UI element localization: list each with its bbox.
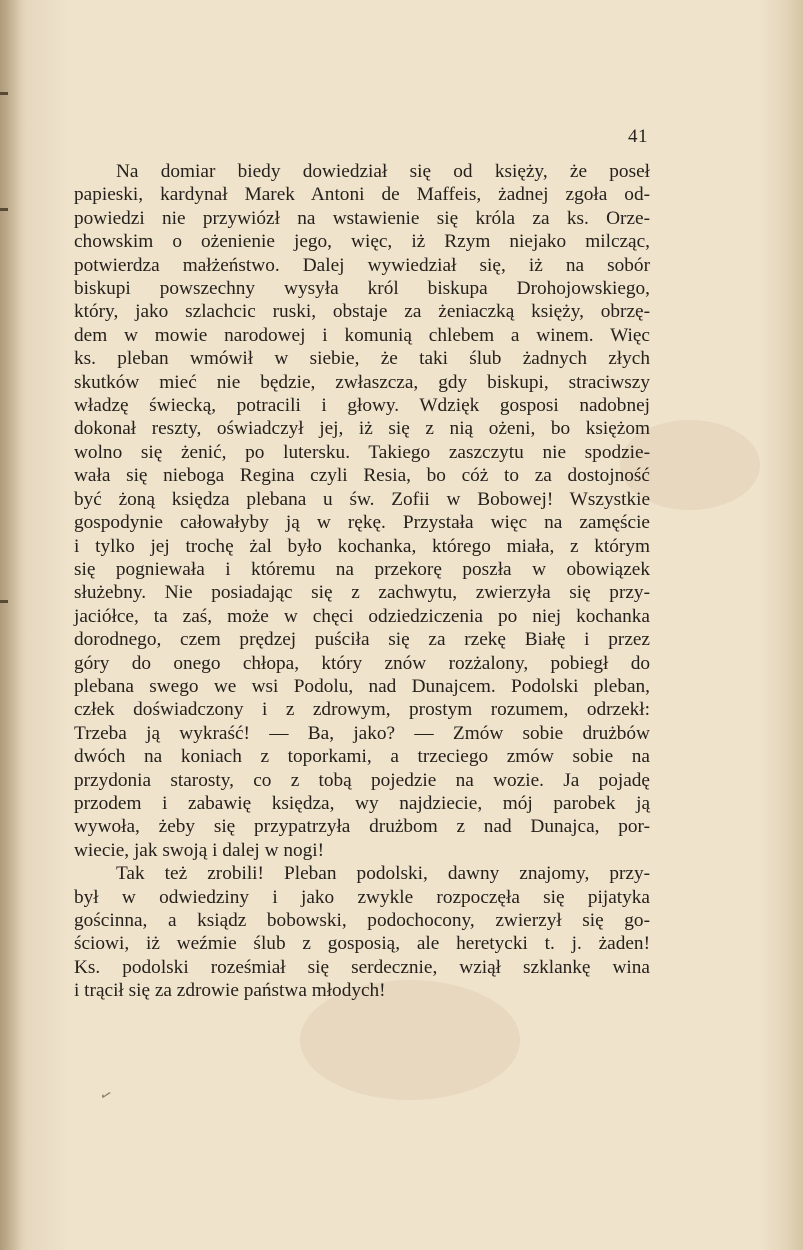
text-line: Na domiar biedy dowiedział się od księży, że poseł (116, 161, 650, 182)
text-line: się pogniewała i któremu na przekorę poszła w obowiązek (74, 558, 650, 580)
text-line: i trącił się za zdrowie państwa młodych! (74, 980, 386, 1002)
text-line: dorodnego, czem prędzej puściła się za rzekę Białę i przez (74, 629, 650, 651)
body-text (74, 160, 650, 1003)
binding-mark (0, 208, 8, 211)
text-line: powiedzi nie przywiózł na wstawienie się króla za ks. Orze- (74, 207, 650, 229)
text-line: chowskim o ożenienie jego, więc, iż Rzym niejako milcząc, (74, 231, 650, 253)
text-line: biskupi powszechny wysyła król biskupa Drohojowskiego, (74, 278, 650, 300)
text-line: papieski, kardynał Marek Antoni de Maffeis, żadnej zgoła od- (74, 184, 650, 206)
text-line: który, jako szlachcic ruski, obstaje za żeniaczką księży, obrzę- (74, 301, 650, 323)
text-line: ściowi, iż weźmie ślub z gosposią, ale heretycki t. j. żaden! (74, 933, 650, 955)
paragraph (74, 862, 650, 1002)
text-line: wiecie, jak swoją i dalej w nogi! (74, 839, 325, 861)
paragraph (74, 160, 650, 862)
text-line: Trzeba ją wykraść! — Ba, jako? — Zmów sobie drużbów (74, 722, 650, 744)
text-line: wała się nieboga Regina czyli Resia, bo cóż to za dostojność (74, 465, 650, 487)
text-line: władzę świecką, potracili i głowy. Wdzięk gosposi nadobnej (74, 395, 650, 417)
text-line: był w odwiedziny i jako zwykle rozpoczęła się pijatyka (74, 886, 650, 908)
page-number: 41 (628, 126, 648, 147)
text-line: i tylko jej trochę żal było kochanka, którego miała, z którym (74, 535, 650, 557)
binding-mark (0, 92, 8, 95)
text-line: wywoła, żeby się przypatrzyła drużbom z nad Dunajca, por- (74, 816, 650, 838)
text-line: człek doświadczony i z zdrowym, prostym rozumem, odrzekł: (74, 699, 650, 721)
text-line: dwóch na koniach z toporkami, a trzeciego zmów sobie na (74, 746, 650, 768)
text-line: ks. pleban wmówił w siebie, że taki ślub żadnych złych (74, 348, 650, 370)
text-line: skutków mieć nie będzie, zwłaszcza, gdy biskupi, straciwszy (74, 371, 650, 393)
text-line: służebny. Nie posiadając się z zachwytu, zwierzyła się przy- (74, 582, 650, 604)
text-line: Ks. podolski roześmiał się serdecznie, wziął szklankę wina (74, 956, 650, 978)
text-line: potwierdza małżeństwo. Dalej wywiedział się, iż na sobór (74, 254, 650, 276)
binding-mark (0, 600, 8, 603)
text-line: plebana swego we wsi Podolu, nad Dunajcem. Podolski pleban, (74, 675, 650, 697)
text-line: dem w mowie narodowej i komunią chlebem a winem. Więc (74, 324, 650, 346)
text-line: być żoną księdza plebana u św. Zofii w Bobowej! Wszystkie (74, 488, 650, 510)
text-line: dokonał reszty, oświadczył jej, iż się z nią ożeni, bo księżom (74, 418, 650, 440)
text-line: przodem i zabawię księdza, wy najdziecie, mój parobek ją (74, 792, 650, 814)
binding-shadow (0, 0, 22, 1250)
text-line: Tak też zrobili! Pleban podolski, dawny znajomy, przy- (116, 863, 650, 885)
text-line: jaciółce, ta zaś, może w chęci odziedziczenia po niej kochanka (74, 605, 650, 627)
text-line: gościnna, a ksiądz bobowski, podochocony, zwierzył się go- (74, 910, 650, 931)
text-line: gospodynie całowałyby ją w rękę. Przystała więc na zamęście (74, 512, 650, 534)
text-line: góry do onego chłopa, który znów rozżalony, pobiegł do (74, 652, 650, 674)
text-line: przydonia starosty, co z tobą pojedzie na wozie. Ja pojadę (74, 769, 650, 791)
pencil-mark: ✓ (97, 1086, 115, 1106)
text-line: wolno się żenić, po lutersku. Takiego zaszczytu nie spodzie- (74, 441, 650, 463)
